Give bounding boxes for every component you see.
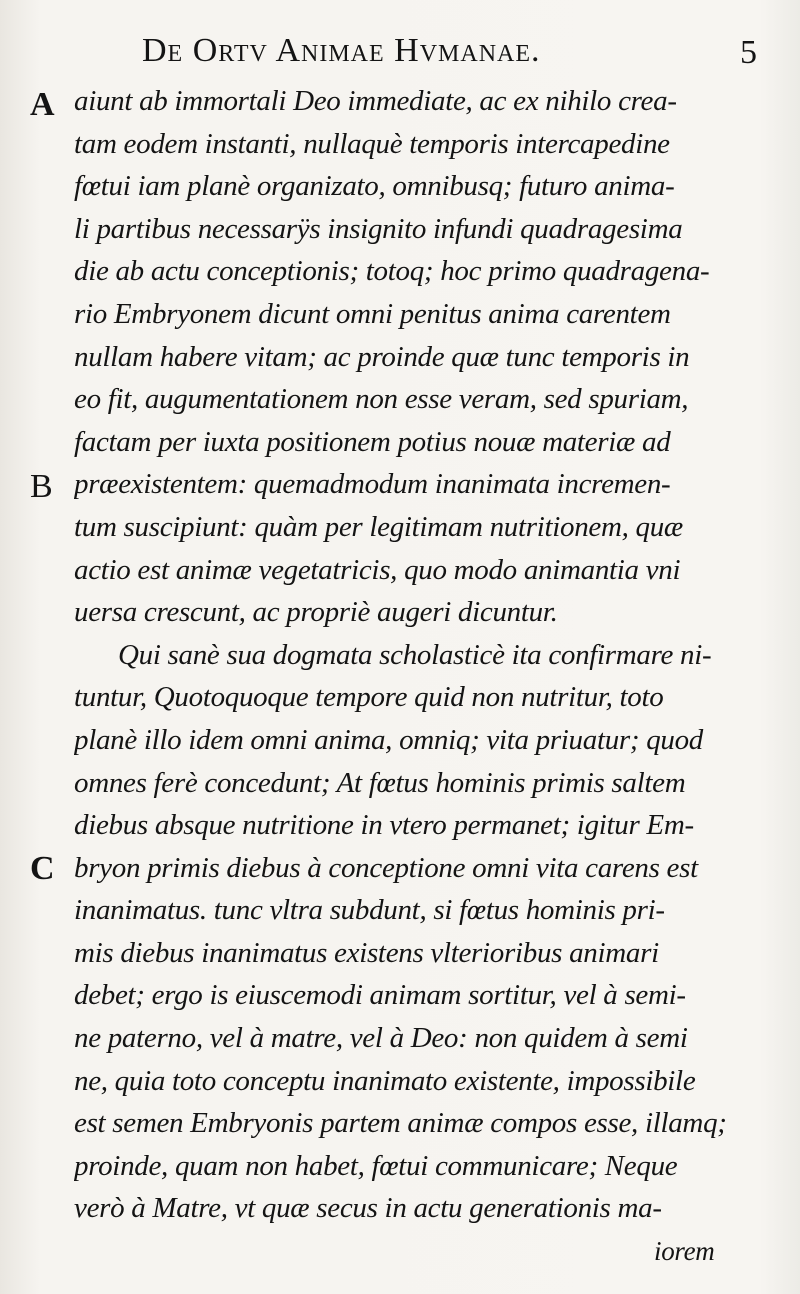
text-line: eo fit, augumentationem non esse veram, sed spuriam,	[74, 383, 689, 416]
text-line: diebus absque nutritione in vtero permanet; igitur Em-	[74, 809, 694, 842]
paragraph-start-line: Qui sanè sua dogmata scholasticè ita confirmare ni-	[118, 638, 712, 671]
text-line: bryon primis diebus à conceptione omni vita carens est	[74, 851, 698, 884]
text-line: tam eodem instanti, nullaquè temporis intercapedine	[74, 127, 670, 160]
text-line: factam per iuxta positionem potius nouæ materiæ ad	[74, 425, 671, 458]
body-text	[74, 80, 774, 1273]
margin-marker-b: B	[30, 468, 53, 505]
margin-marker-a: A	[30, 86, 55, 123]
text-line: mis diebus inanimatus existens vlterioribus animari	[74, 936, 659, 969]
text-line: est semen Embryonis partem animæ compos esse, illamq;	[74, 1107, 727, 1140]
text-line: omnes ferè concedunt; At fœtus hominis primis saltem	[74, 766, 686, 799]
text-line: actio est animæ vegetatricis, quo modo animantia vni	[74, 553, 681, 586]
text-line: rio Embryonem dicunt omni penitus anima carentem	[74, 297, 671, 330]
text-line: verò à Matre, vt quæ secus in actu generationis ma-	[74, 1192, 662, 1225]
text-line: die ab actu conceptionis; totoq; hoc primo quadragena-	[74, 255, 710, 288]
text-line: tum suscipiunt: quàm per legitimam nutritionem, quæ	[74, 510, 683, 543]
text-line: tuntur, Quotoquoque tempore quid non nutritur, toto	[74, 681, 664, 714]
text-line: uersa crescunt, ac propriè augeri dicuntur.	[74, 596, 558, 629]
text-line: fœtui iam planè organizato, omnibusq; futuro anima-	[74, 170, 675, 203]
text-line: debet; ergo is eiuscemodi animam sortitur, vel à semi-	[74, 979, 686, 1012]
running-title: De Ortv Animae Hvmanae.	[142, 32, 541, 69]
text-line: ne paterno, vel à matre, vel à Deo: non quidem à semi	[74, 1022, 688, 1055]
text-line: proinde, quam non habet, fœtui communicare; Neque	[74, 1149, 678, 1182]
text-line: ne, quia toto conceptu inanimato existente, impossibile	[74, 1064, 696, 1097]
page-number: 5	[740, 34, 757, 71]
text-line: li partibus necessarÿs insignito infundi quadragesima	[74, 212, 683, 245]
catchword: iorem	[654, 1236, 715, 1267]
text-line: planè illo idem omni anima, omniq; vita priuatur; quod	[74, 723, 704, 756]
margin-marker-c: C	[30, 850, 55, 887]
page-header	[0, 26, 800, 86]
text-line: aiunt ab immortali Deo immediate, ac ex nihilo crea-	[74, 85, 677, 117]
text-line: nullam habere vitam; ac proinde quæ tunc temporis in	[74, 340, 690, 373]
text-line: inanimatus. tunc vltra subdunt, si fœtus hominis pri-	[74, 894, 665, 927]
text-line: præexistentem: quemadmodum inanimata incremen-	[74, 468, 671, 501]
